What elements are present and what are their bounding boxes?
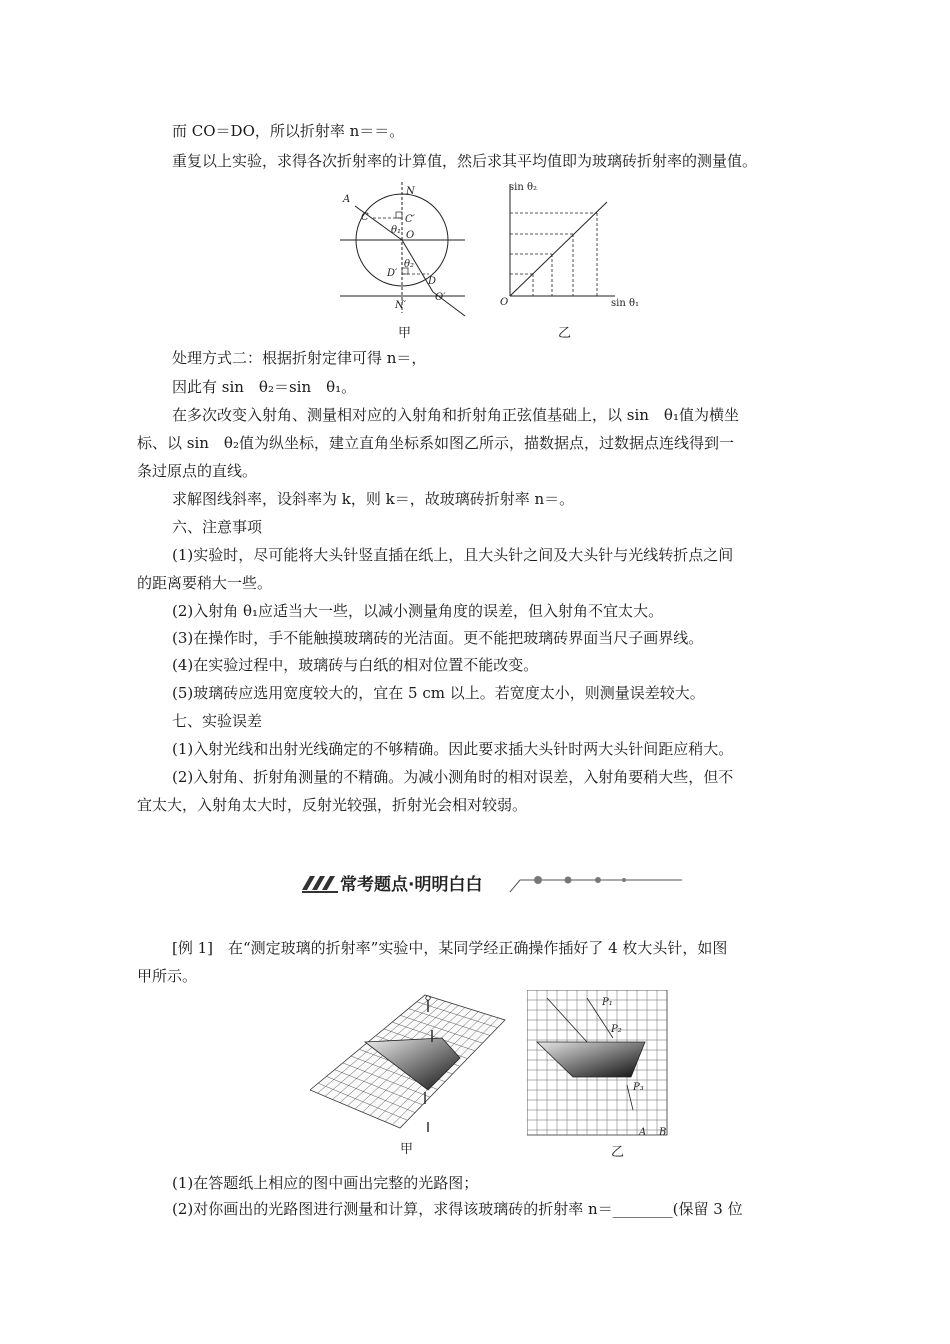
refraction-circle-diagram — [335, 178, 475, 320]
origin-label: O — [500, 297, 509, 308]
section-heading: 六、注意事项 — [172, 518, 263, 536]
text-line: (2)入射角、折射角测量的不精确。为减小测角时的相对误差，入射角要稍大些，但不 — [172, 768, 734, 786]
point-A-label: A — [639, 1127, 647, 1137]
text-line: (1)实验时，尽可能将大头针竖直插在纸上，且大头针之间及大头针与光线转折点之间 — [172, 546, 734, 564]
label-D-prime: D′ — [387, 268, 398, 279]
label-N-prime: N′ — [395, 300, 407, 311]
text-line: 在多次改变入射角、测量相对应的入射角和折射角正弦值基础上，以 sin θ₁值为横坐 — [172, 406, 739, 424]
label-O: O — [406, 230, 415, 241]
question-text: (1)在答题纸上相应的图中画出完整的光路图； — [172, 1174, 479, 1192]
figure-caption-jia: 甲 — [398, 326, 412, 341]
text-line: 而 CO＝DO，所以折射率 n＝＝。 — [172, 122, 405, 140]
label-theta1: θ₁ — [391, 225, 402, 236]
y-axis-label: sin θ₂ — [509, 182, 537, 193]
label-C: C — [361, 212, 369, 223]
text-line: 的距离要稍大一些。 — [137, 574, 273, 592]
example-text: [例 1] 在“测定玻璃的折射率”实验中，某同学经正确操作插好了 4 枚大头针，如图 — [172, 939, 728, 957]
example-text: 甲所示。 — [137, 967, 198, 985]
pin-P2-label: P₂ — [611, 1024, 622, 1035]
pin-P3-label: P₃ — [633, 1082, 644, 1093]
text-line: 因此有 sin θ₂＝sin θ₁。 — [172, 378, 357, 396]
text-line: (3)在操作时，手不能触摸玻璃砖的光洁面。更不能把玻璃砖界面当尺子画界线。 — [172, 629, 704, 647]
label-A: A — [343, 194, 351, 205]
text-line: 求解图线斜率，设斜率为 k，则 k＝，故玻璃砖折射率 n＝。 — [172, 490, 575, 508]
figure-caption-yi: 乙 — [558, 326, 572, 341]
perspective-grid-figure — [310, 990, 510, 1135]
text-line: (1)入射光线和出射光线确定的不够精确。因此要求插大头针时两大头针间距应稍大。 — [172, 740, 734, 758]
top-view-grid-figure — [527, 990, 669, 1137]
label-theta2: θ₂ — [404, 259, 415, 270]
point-B-label: B — [659, 1127, 667, 1137]
pin-P1-label: P₁ — [602, 997, 613, 1008]
question-text: (2)对你画出的光路图进行测量和计算，求得该玻璃砖的折射率 n＝________(保留 3 位 — [172, 1200, 743, 1218]
sin-relation-graph — [495, 178, 645, 310]
label-O-prime: O′ — [435, 292, 446, 303]
text-line: 处理方式二：根据折射定律可得 n＝， — [172, 349, 427, 367]
text-line: (4)在实验过程中，玻璃砖与白纸的相对位置不能改变。 — [172, 656, 539, 674]
section-heading: 七、实验误差 — [172, 712, 263, 730]
label-C-prime: C′ — [405, 214, 415, 225]
text-line: 标、以 sin θ₂值为纵坐标，建立直角坐标系如图乙所示，描数据点，过数据点连线得到一 — [137, 434, 734, 452]
label-N: N — [406, 186, 415, 197]
text-line: (5)玻璃砖应选用宽度较大的，宜在 5 cm 以上。若宽度太小，则测量误差较大。 — [172, 684, 705, 702]
text-line: 条过原点的直线。 — [137, 462, 258, 480]
example-figure-caption-jia: 甲 — [400, 1142, 414, 1157]
banner-title: 常考题点·明明白白 — [340, 875, 483, 895]
text-line: 重复以上实验，求得各次折射率的计算值，然后求其平均值即为玻璃砖折射率的测量值。 — [172, 152, 758, 170]
example-figure-caption-yi: 乙 — [611, 1145, 625, 1160]
label-D: D — [428, 276, 437, 287]
text-line: 宜太大，入射角太大时，反射光较强，折射光会相对较弱。 — [137, 796, 528, 814]
x-axis-label: sin θ₁ — [611, 298, 639, 309]
text-line: (2)入射角 θ₁应适当大一些，以减小测量角度的误差，但入射角不宜太大。 — [172, 602, 664, 620]
